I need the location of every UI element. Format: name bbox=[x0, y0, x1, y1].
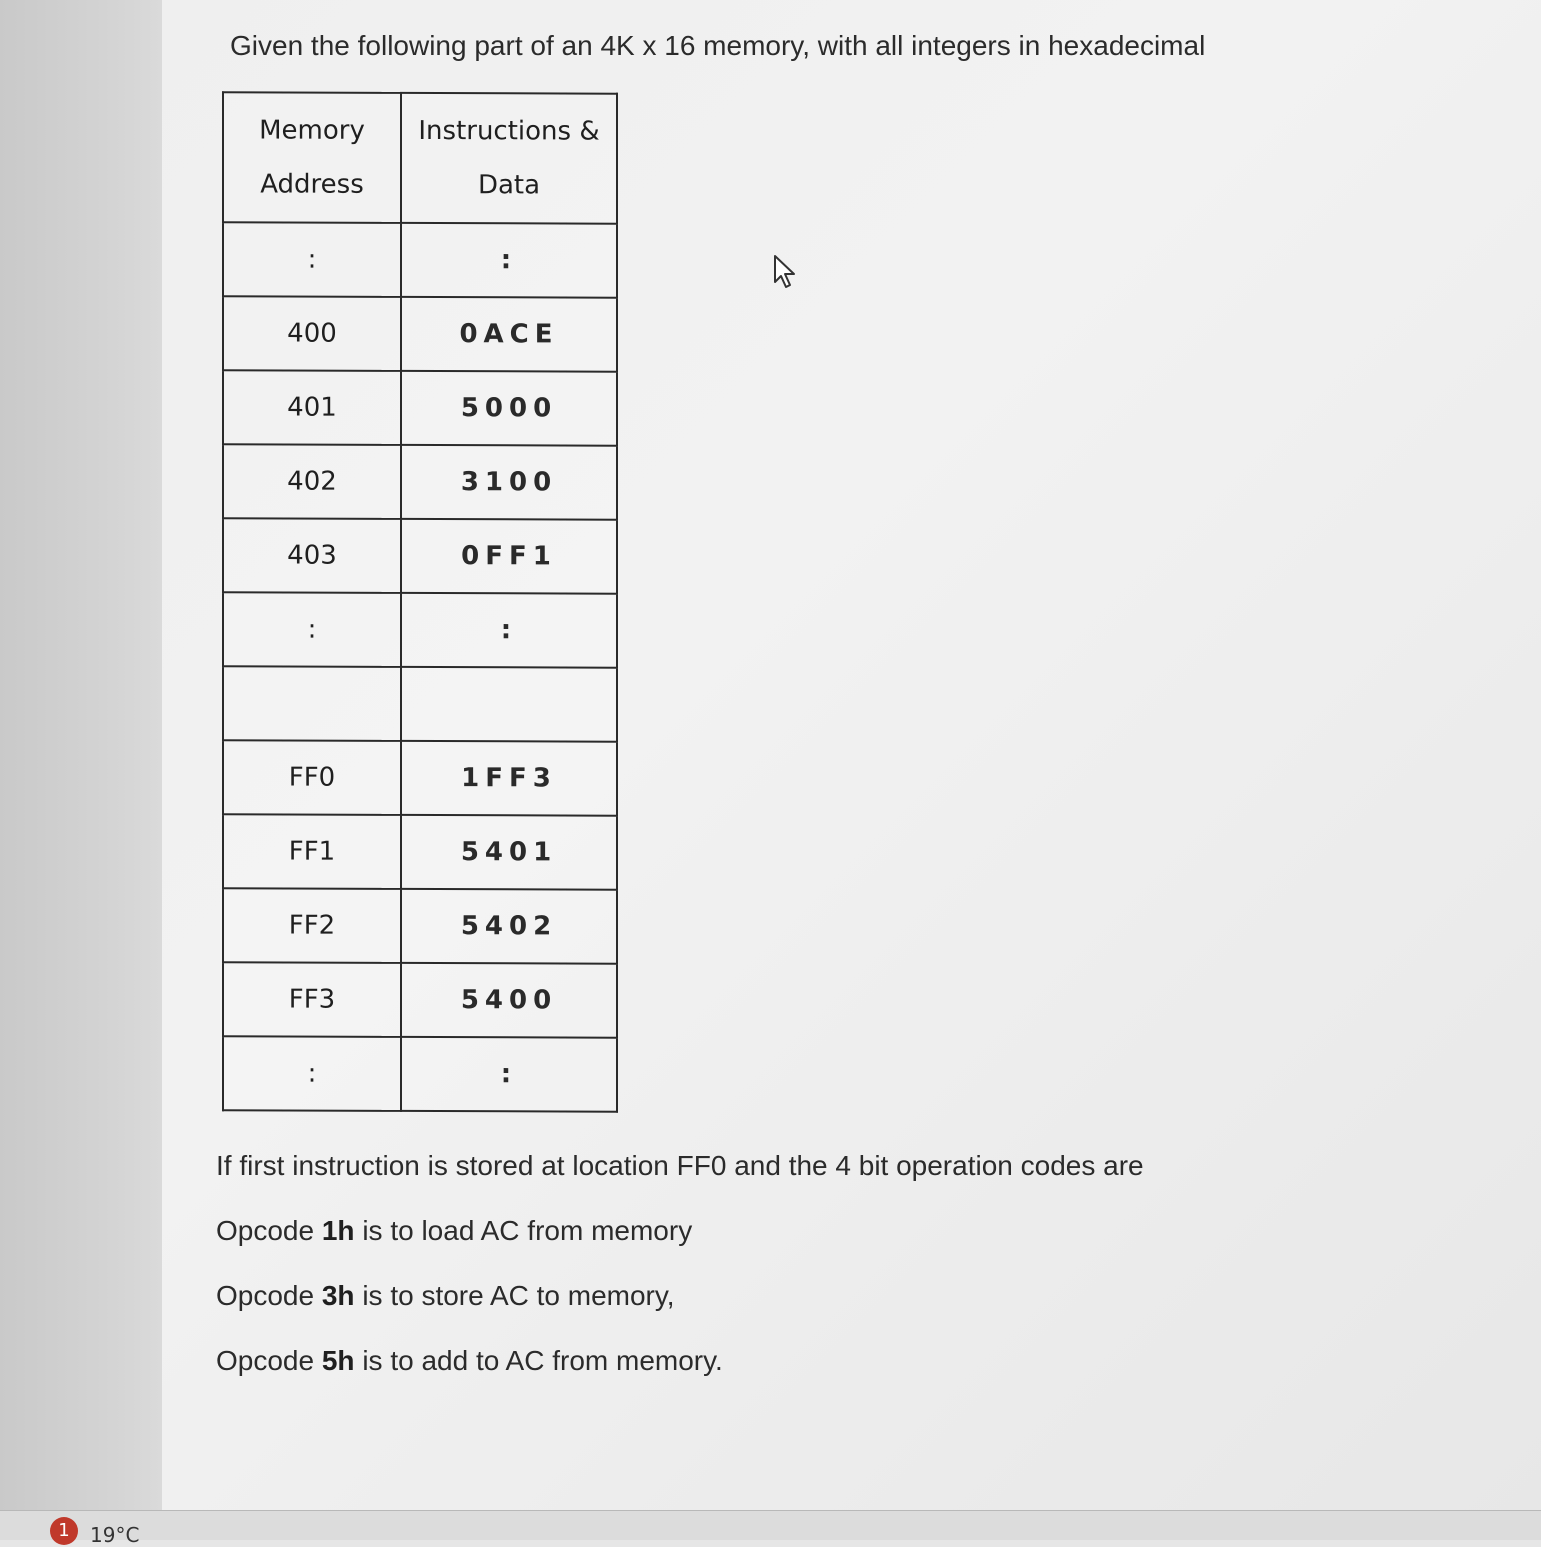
data-cell: 1FF3 bbox=[401, 741, 617, 816]
address-cell: : bbox=[223, 222, 401, 297]
memory-table bbox=[222, 91, 618, 1112]
opcode-description: is to store AC to memory, bbox=[354, 1280, 675, 1311]
opcode-code: 1h bbox=[321, 1215, 355, 1246]
header-data-line-2: Data bbox=[477, 170, 541, 201]
header-instructions-data bbox=[401, 93, 617, 224]
data-cell: : bbox=[401, 223, 617, 298]
data-cell: 5400 bbox=[401, 963, 617, 1038]
table-row bbox=[223, 962, 617, 1037]
address-cell: FF1 bbox=[223, 814, 401, 889]
data-cell: 0FF1 bbox=[401, 519, 617, 594]
table-row bbox=[223, 814, 617, 889]
opcode-prefix: Opcode bbox=[216, 1215, 322, 1246]
data-cell: 5000 bbox=[401, 371, 617, 446]
address-cell: FF2 bbox=[223, 888, 401, 963]
opcode-line-add bbox=[216, 1345, 1144, 1377]
weather-notification-badge[interactable]: 1 bbox=[50, 1517, 78, 1545]
table-row bbox=[223, 222, 617, 297]
data-cell: 5401 bbox=[401, 815, 617, 890]
data-cell bbox=[401, 667, 617, 742]
table-header-row bbox=[223, 92, 617, 223]
data-cell: 3100 bbox=[401, 445, 617, 520]
table-row bbox=[223, 740, 617, 815]
header-data-line-1: Instructions & bbox=[418, 115, 600, 147]
table-row bbox=[223, 518, 617, 593]
address-cell: 400 bbox=[223, 296, 401, 371]
opcode-line-load bbox=[216, 1215, 1144, 1247]
header-address-line-1: Memory bbox=[259, 115, 365, 146]
table-row bbox=[223, 666, 617, 741]
opcode-description: is to add to AC from memory. bbox=[354, 1345, 723, 1376]
table-row bbox=[223, 1036, 617, 1111]
opcode-description: is to load AC from memory bbox=[354, 1215, 693, 1246]
address-cell: : bbox=[223, 592, 401, 667]
address-cell: 403 bbox=[223, 518, 401, 593]
table-row bbox=[223, 296, 617, 371]
left-margin bbox=[0, 0, 162, 1510]
table-row bbox=[223, 370, 617, 445]
header-address-line-2: Address bbox=[260, 169, 364, 200]
address-cell: FF0 bbox=[223, 740, 401, 815]
opcode-intro: If first instruction is stored at location FF0 and the 4 bit operation codes are bbox=[216, 1150, 1144, 1181]
opcode-line-store bbox=[216, 1280, 1144, 1312]
data-cell: 5402 bbox=[401, 889, 617, 964]
data-cell: 0ACE bbox=[401, 297, 617, 372]
opcode-section bbox=[216, 1150, 1144, 1410]
address-cell: FF3 bbox=[223, 962, 401, 1037]
data-cell: : bbox=[401, 593, 617, 668]
taskbar bbox=[0, 1510, 1541, 1547]
address-cell: 401 bbox=[223, 370, 401, 445]
weather-temperature[interactable]: 19°C bbox=[90, 1523, 140, 1547]
data-cell: : bbox=[401, 1037, 617, 1112]
table-row bbox=[223, 444, 617, 519]
opcode-prefix: Opcode bbox=[216, 1280, 322, 1311]
mouse-pointer-icon bbox=[772, 254, 800, 290]
opcode-code: 5h bbox=[321, 1345, 355, 1376]
address-cell: 402 bbox=[223, 444, 401, 519]
opcode-prefix: Opcode bbox=[216, 1345, 322, 1376]
table-row bbox=[223, 592, 617, 667]
table-row bbox=[223, 888, 617, 963]
address-cell bbox=[223, 666, 401, 741]
address-cell: : bbox=[223, 1036, 401, 1111]
header-memory-address bbox=[223, 92, 401, 223]
question-intro: Given the following part of an 4K x 16 memory, with all integers in hexadecimal bbox=[230, 30, 1206, 61]
opcode-code: 3h bbox=[321, 1280, 355, 1311]
